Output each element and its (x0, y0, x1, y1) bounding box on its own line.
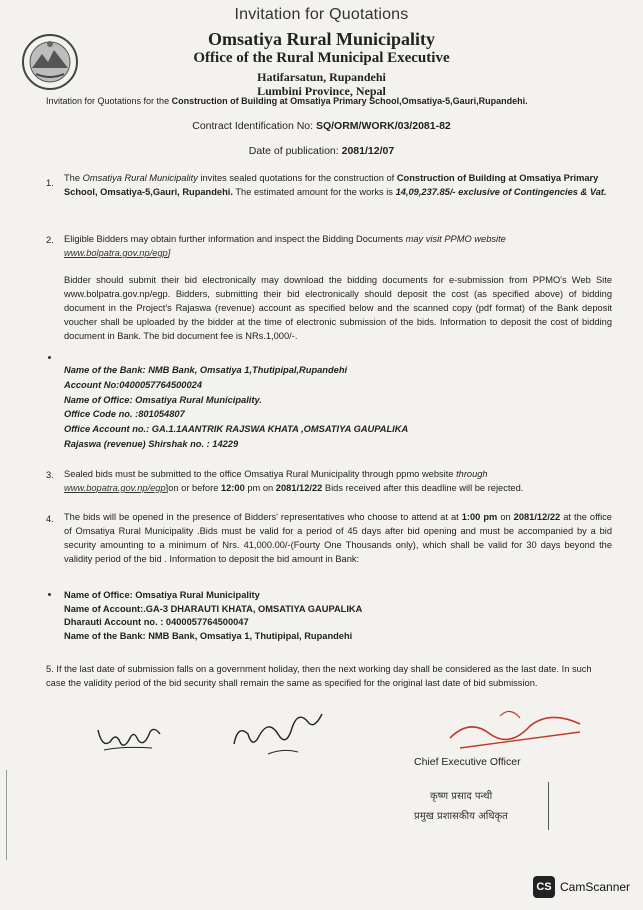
officer-title: Chief Executive Officer (414, 756, 521, 768)
item-3-text: Sealed bids must be submitted to the office Omsatiya Rural Municipality through ppmo website through www.bopatra.gov.np/egp]on or before 12:00 pm on 2081/12/22 Bids received after this deadline will be rejected. (64, 469, 524, 493)
office-name-1: Name of Office: Omsatiya Rural Municipality. (64, 394, 262, 405)
bank-details-security (64, 589, 612, 643)
contract-id: Contract Identification No: SQ/ORM/WORK/03/2081-82 (192, 120, 451, 132)
camscanner-watermark (533, 876, 630, 898)
margin-dot (48, 356, 51, 359)
bid-submission-text: Bidder should submit their bid electronically may download the bidding documents for e-submission from PPMO's Web Site www.bolpatra.gov.np/egp. Bidders, submitting their bid electronically should deposit the cost (as specified above) of bidding document in the Project's Rajaswa (revenue) account as specified below and the scanned copy (pdf format) of the Bank deposit voucher shall be uploaded by the bidder at the time of electronic submission of the bids. Information to deposit the cost of bidding document in Bank. The bid document fee is NRs.1,000/-. (64, 275, 612, 341)
invitation-line: Invitation for Quotations for the Construction of Building at Omsatiya Primary School,Omsatiya-5,Gauri,Rupandehi. (46, 96, 528, 106)
address-line-1: Hatifarsatun, Rupandehi (257, 70, 386, 84)
publication-date: Date of publication: 2081/12/07 (248, 145, 395, 157)
bank-details-fee (64, 363, 612, 452)
ppmo-website-link[interactable]: www.bolpatra.gov.np/egp (64, 248, 168, 258)
account-name-2: Name of Account:.GA-3 DHARAUTI KHATA, OMSATIYA GAUPALIKA (64, 603, 363, 614)
stamp-border (548, 782, 549, 830)
office-account: Office Account no.: GA.1.1AANTRIK RAJSWA KHATA ,OMSATIYA GAUPALIKA (64, 424, 409, 435)
office-code: Office Code no. :801054807 (64, 409, 185, 420)
item-number-2: 2. (46, 235, 54, 245)
publication-date-value: 2081/12/07 (341, 145, 395, 157)
item-number-5: 5. (46, 664, 54, 674)
margin-dot (48, 593, 51, 596)
camscanner-label: CamScanner (560, 880, 631, 894)
dharauti-account: Dharauti Account no. : 0400057764500047 (64, 617, 249, 628)
bank-name-2: Name of the Bank: NMB Bank, Omsatiya 1, Thutipipal, Rupandehi (64, 630, 353, 641)
camscanner-icon: CS (533, 876, 555, 898)
bank-name-1: Name of the Bank: NMB Bank, Omsatiya 1,Thutipipal,Rupandehi (64, 365, 348, 375)
stamp-name: कृष्ण प्रसाद पन्थी (430, 791, 493, 802)
signature-1 (94, 712, 164, 756)
official-stamp (412, 782, 552, 828)
item-2-text: Eligible Bidders may obtain further information and inspect the Bidding Documents may visit PPMO website www.bolpatra.gov.np/egp] (64, 234, 506, 258)
item-5-text: 5. If the last date of submission falls on a government holiday, then the next working day shall be considered as the last date. In such case the validity period of the bid security shall remain the same as specified for the original last date of bid submission. (46, 664, 592, 688)
bolpatra-link[interactable]: www.bopatra.gov.np/egp (64, 483, 166, 493)
item-number-4: 4. (46, 514, 54, 524)
document-title: Invitation for Quotations (234, 6, 409, 23)
org-name: Omsatiya Rural Municipality (207, 29, 435, 49)
rajaswa-shirshak: Rajaswa (revenue) Shirshak no. : 14229 (64, 438, 239, 449)
item-4-text: The bids will be opened in the presence of Bidders' representatives who choose to attend at at 1:00 pm on 2081/12/22 at the office of Omsatiya Rural Municipality .Bids must be valid for a period of 45 days after bid opening and must be accompanied by a bid security amounting to a minimum of Nrs. 41,000.00/-(Fourty One Thousands only), which shall be valid for 30 days beyond the validity period of the bid . Information to deposit the bid amount in Bank: (64, 512, 612, 564)
stamp-title: प्रमुख प्रशासकीय अधिकृत (414, 811, 508, 822)
officer-signature (440, 704, 590, 760)
item-number-1: 1. (46, 178, 54, 188)
item-number-3: 3. (46, 470, 54, 480)
account-no-1: Account No:0400057764500024 (64, 379, 202, 390)
signature-2 (228, 704, 328, 758)
invitation-subject: Construction of Building at Omsatiya Primary School,Omsatiya-5,Gauri,Rupandehi. (171, 96, 528, 106)
scan-edge (6, 770, 7, 860)
address-line-2: Lumbini Province, Nepal (257, 84, 386, 98)
contract-number: SQ/ORM/WORK/03/2081-82 (315, 120, 451, 132)
item-1-text: The Omsatiya Rural Municipality invites sealed quotations for the construction of Construction of Building at Omsatiya Primary School, Omsatiya-5,Gauri, Rupandehi. The estimated amount for the works is 14,09,237.85/- exclusive of Contingencies & Vat. (64, 173, 607, 197)
office-name-2: Name of Office: Omsatiya Rural Municipality (64, 590, 260, 600)
office-name: Office of the Rural Municipal Executive (193, 50, 450, 66)
